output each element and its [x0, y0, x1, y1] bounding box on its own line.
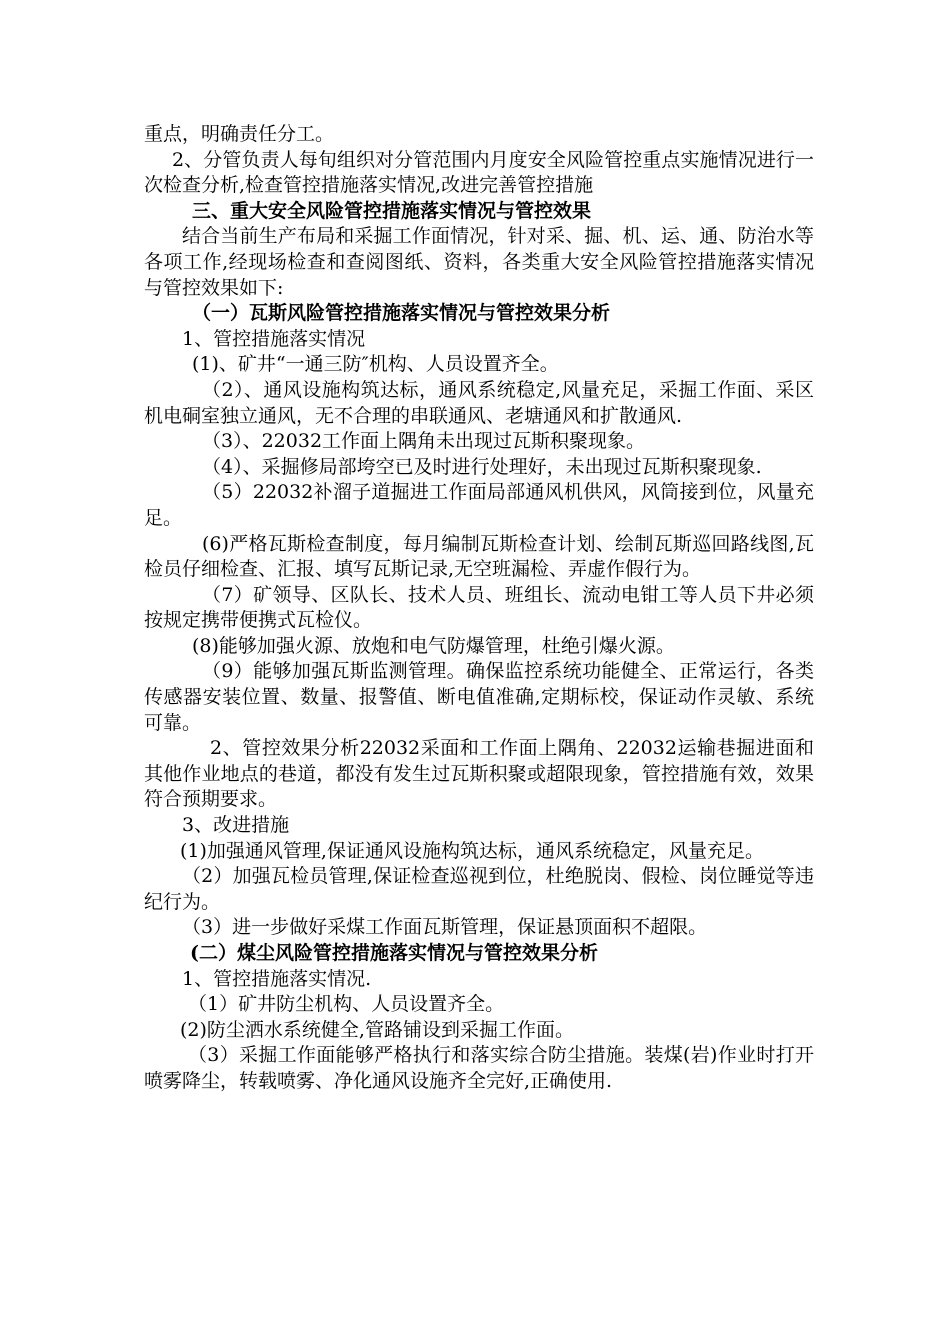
paragraph-gas-improvement-title: 3、改进措施 [182, 814, 290, 837]
paragraph-dust-item-1: （1）矿井防尘机构、人员设置齐全。 [188, 993, 505, 1016]
paragraph-gas-improvement-3: （3）进一步做好采煤工作面瓦斯管理，保证悬顶面积不超限。 [182, 916, 708, 939]
paragraph-gas-item-2: （2）、通风设施构筑达标，通风系统稳定,风量充足，采掘工作面、采区机电硐室独立通风，无不合理的串联通风、老塘通风和扩散通风. [144, 378, 814, 427]
paragraph-gas-improvement-1: (1)加强通风管理,保证通风设施构筑达标，通风系统稳定，风量充足。 [180, 839, 764, 862]
paragraph-gas-item-4: （4）、采掘修局部垮空已及时进行处理好，未出现过瓦斯积聚现象. [202, 455, 762, 478]
paragraph-dust-item-2: (2)防尘洒水系统健全,管路铺设到采掘工作面。 [180, 1018, 574, 1041]
paragraph-intro: 结合当前生产布局和采掘工作面情况，针对采、掘、机、运、通、防治水等各项工作,经现场检查和查阅图纸、资料，各类重大安全风险管控措施落实情况与管控效果如下: [144, 225, 814, 299]
paragraph-gas-item-5: （5）22032补溜子道掘进工作面局部通风机供风，风筒接到位，风量充足。 [144, 481, 814, 529]
paragraph-gas-improvement-2: （2）加强瓦检员管理,保证检查巡视到位，杜绝脱岗、假检、岗位睡觉等违纪行为。 [144, 865, 814, 913]
paragraph-gas-item-9: （9）能够加强瓦斯监测管理。确保监控系统功能健全、正常运行，各类传感器安装位置、数量、报警值、断电值准确,定期标校，保证动作灵敏、系统可靠。 [144, 660, 814, 734]
paragraph-responsibility: 重点，明确责任分工。 [144, 123, 335, 145]
paragraph-gas-item-6: (6)严格瓦斯检查制度，每月编制瓦斯检查计划、绘制瓦斯巡回路线图,瓦检员仔细检查、汇报、填写瓦斯记录,无空班漏检、弄虚作假行为。 [144, 532, 814, 581]
subsection-heading-gas: （一）瓦斯风险管控措施落实情况与管控效果分析 [192, 302, 611, 325]
paragraph-gas-item-1: (1)、矿井“一通三防″机构、人员设置齐全。 [192, 353, 559, 376]
paragraph-gas-item-3: （3）、22032工作面上隅角未出现过瓦斯积聚现象。 [202, 430, 646, 453]
section-heading-3: 三、重大安全风险管控措施落实情况与管控效果 [192, 199, 592, 222]
paragraph-gas-item-8: (8)能够加强火源、放炮和电气防爆管理，杜绝引爆火源。 [192, 634, 675, 657]
paragraph-gas-implementation-title: 1、管控措施落实情况 [182, 327, 366, 350]
paragraph-dust-item-3: （3）采掘工作面能够严格执行和落实综合防尘措施。装煤(岩)作业时打开喷雾降尘，转载喷雾、净化通风设施齐全完好,正确使用. [144, 1044, 814, 1092]
paragraph-gas-item-7: （7）矿领导、区队长、技术人员、班组长、流动电钳工等人员下井必须按规定携带便携式瓦检仪。 [144, 583, 814, 632]
paragraph-item-2-supervisor: 2、分管负责人每旬组织对分管范围内月度安全风险管控重点实施情况进行一次检查分析,检查管控措施落实情况,改进完善管控措施 [144, 148, 814, 197]
document-page [144, 122, 814, 1095]
paragraph-dust-implementation-title: 1、管控措施落实情况. [182, 967, 372, 990]
paragraph-gas-effect-analysis: 2、管控效果分析22032采面和工作面上隅角、22032运输巷掘进面和其他作业地点的巷道，都没有发生过瓦斯积聚或超限现象，管控措施有效，效果符合预期要求。 [144, 737, 814, 811]
subsection-heading-dust: (二）煤尘风险管控措施落实情况与管控效果分析 [190, 942, 598, 964]
